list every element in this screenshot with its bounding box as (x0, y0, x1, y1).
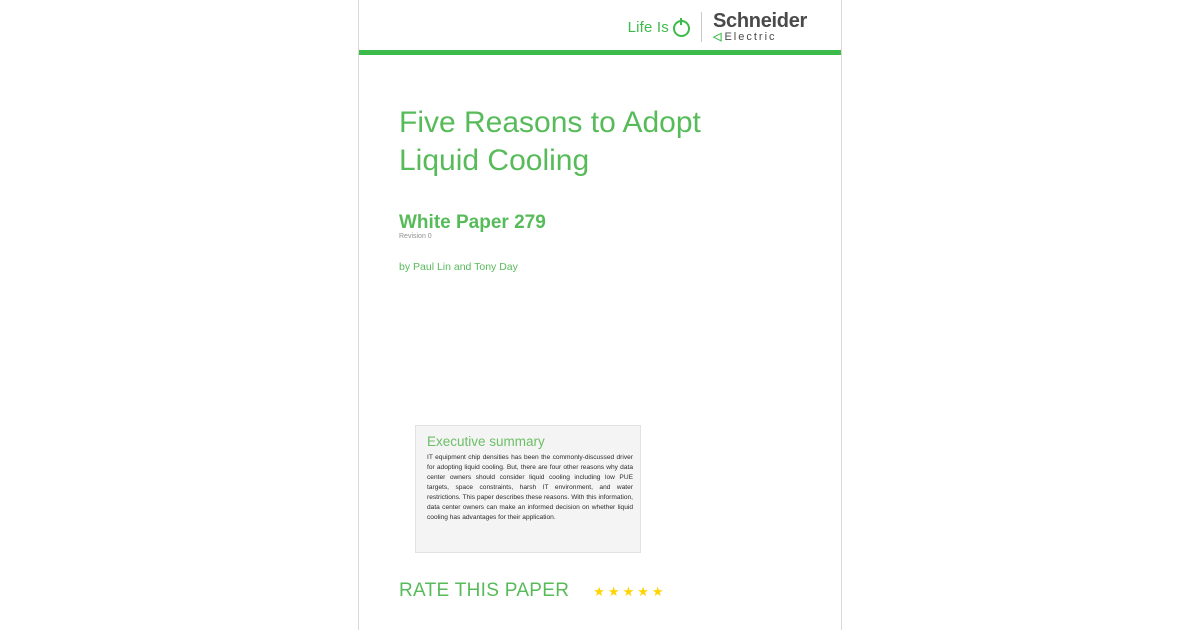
executive-summary-box (415, 425, 641, 553)
star-icon[interactable]: ★ (607, 583, 620, 599)
brand-sub: Electric (724, 31, 777, 43)
page-title: Five Reasons to Adopt Liquid Cooling (399, 106, 701, 178)
document-sheet (358, 0, 842, 630)
tagline-text: Life Is (627, 18, 669, 36)
header-accent-bar (359, 50, 841, 55)
brand-name: Schneider (713, 10, 807, 32)
star-icon[interactable]: ★ (622, 583, 635, 599)
executive-summary-heading: Executive summary (427, 434, 545, 449)
star-rating[interactable] (593, 585, 663, 598)
rate-this-paper[interactable] (399, 580, 699, 602)
schneider-electric-logo (713, 11, 807, 43)
revision-label: Revision 0 (399, 233, 432, 240)
executive-summary-body: IT equipment chip densities has been the commonly-discussed driver for adopting liquid cooling. But, there are four other reasons why data center owners should consider liquid cooling including low PUE targets, space constraints, harsh IT environment, and water restrictions. This paper describes these reasons. With this information, data center owners can make an informed decision on whether liquid cooling has advantages for their application. (427, 454, 633, 521)
brand-lockup (628, 10, 807, 44)
star-icon[interactable]: ★ (651, 583, 664, 599)
brand-sub-row (713, 32, 777, 43)
star-icon[interactable]: ★ (593, 583, 605, 599)
star-icon[interactable]: ★ (637, 583, 649, 599)
brand-divider (701, 12, 702, 42)
life-is-on-tagline (628, 19, 690, 36)
white-paper-number: White Paper 279 (399, 212, 546, 233)
schneider-mark-icon: ◁ (713, 31, 722, 43)
authors-byline: by Paul Lin and Tony Day (399, 261, 518, 273)
rate-this-paper-label: RATE THIS PAPER (399, 580, 570, 601)
power-symbol-icon (673, 20, 690, 37)
document-header (359, 0, 841, 50)
